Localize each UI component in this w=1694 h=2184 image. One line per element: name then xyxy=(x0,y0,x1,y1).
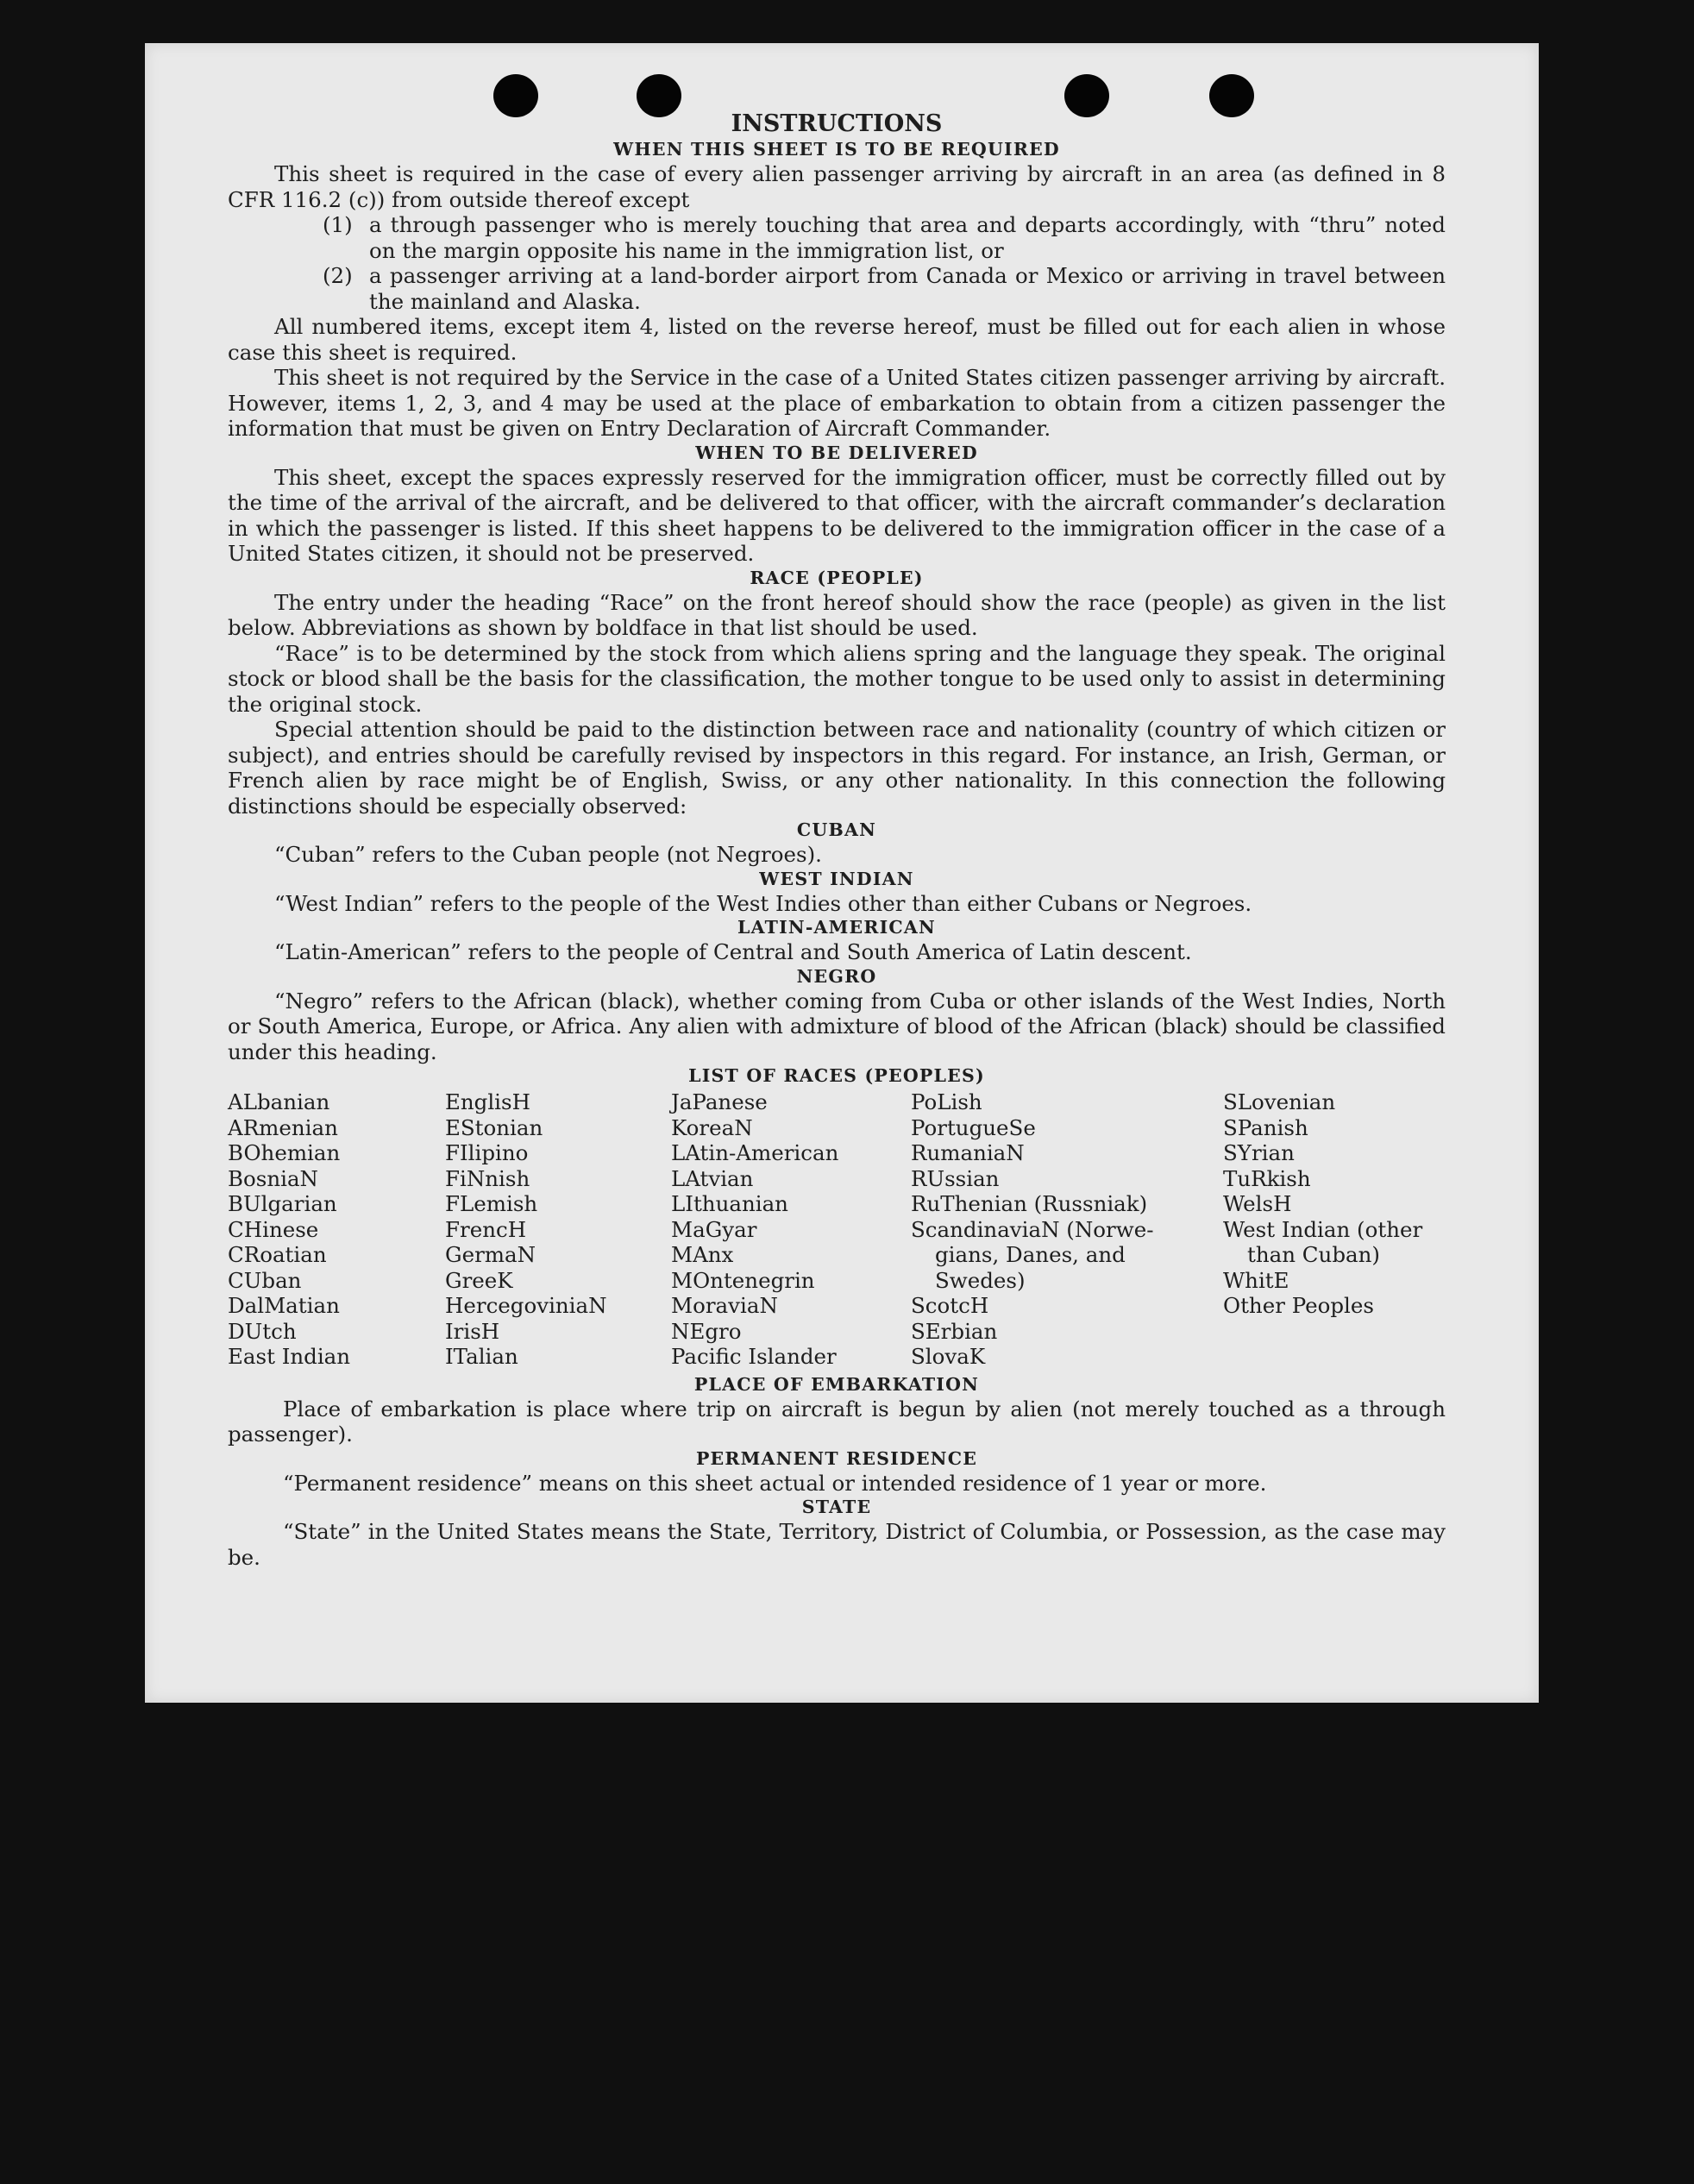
heading-permanent-residence: PERMANENT RESIDENCE xyxy=(695,1447,978,1469)
race-entry: FrencH xyxy=(445,1216,527,1242)
races-column xyxy=(911,1089,1223,1370)
race-entry: EnglisH xyxy=(445,1089,530,1114)
exception-text: a through passenger who is merely touching that area and departs accordingly, with “thru” noted on the margin opposite his name in the immigration list, or xyxy=(369,212,1446,263)
race-entry: JaPanese xyxy=(671,1089,768,1114)
race-entry: RumaniaN xyxy=(911,1140,1025,1165)
race-entry: than Cuban) xyxy=(1247,1242,1380,1267)
page-title: INSTRUCTIONS xyxy=(731,110,943,137)
race-entry: ScandinaviaN (Norwe- xyxy=(911,1216,1154,1242)
race-entry: MoraviaN xyxy=(671,1293,778,1318)
race-entry: SLovenian xyxy=(1223,1089,1336,1114)
race-entry: ScotcH xyxy=(911,1293,989,1318)
required-para-3: This sheet is not required by the Service in the case of a United States citizen passenger arriving by aircraft. However, items 1, 2, 3, and 4 may be used at the place of embarkation to obtain from a citizen passenger the information that must be given on Entry Declaration of Aircraft Commander. xyxy=(228,365,1446,441)
cuban-text: “Cuban” refers to the Cuban people (not Negroes). xyxy=(274,842,822,867)
race-para-3: Special attention should be paid to the distinction between race and nationality (country of which citizen or subject), and entries should be carefully revised by inspectors in this regard. For instance, an Irish, German, or French alien by race might be of English, Swiss, or any other nationality. In this connection the following distinctions should be especially observed: xyxy=(228,717,1446,819)
heading-negro: NEGRO xyxy=(796,965,877,987)
races-column xyxy=(445,1089,671,1370)
race-entry: BOhemian xyxy=(228,1140,341,1165)
race-entry: WhitE xyxy=(1223,1267,1289,1293)
race-entry: KoreaN xyxy=(671,1114,753,1140)
race-entry: LAtvian xyxy=(671,1165,754,1191)
heading-west-indian: WEST INDIAN xyxy=(759,868,914,889)
document-sheet xyxy=(145,43,1539,1703)
heading-cuban: CUBAN xyxy=(796,819,877,840)
state-text: “State” in the United States means the State, Territory, District of Columbia, or Possession, as the case may be. xyxy=(228,1519,1446,1570)
delivered-text: This sheet, except the spaces expressly reserved for the immigration officer, must be correctly filled out by the time of the arrival of the aircraft, and be delivered to that officer, with the aircraft commander’s declaration in which the passenger is listed. If this sheet happens to be delivered to the immigration officer in the case of a United States citizen, it should not be preserved. xyxy=(228,464,1446,566)
heading-place-of-embarkation: PLACE OF EMBARKATION xyxy=(693,1373,980,1395)
west-indian-text: “West Indian” refers to the people of the West Indies other than either Cubans or Negroes. xyxy=(274,890,1252,916)
races-list xyxy=(228,1089,1446,1370)
race-entry: CRoatian xyxy=(228,1242,327,1267)
heading-state: STATE xyxy=(801,1497,872,1517)
race-entry: DalMatian xyxy=(228,1293,340,1318)
race-entry: SErbian xyxy=(911,1318,998,1344)
exception-item xyxy=(323,212,1446,263)
race-entry: ITalian xyxy=(445,1344,518,1369)
race-entry: RuThenian (Russniak) xyxy=(911,1191,1148,1216)
exception-text: a passenger arriving at a land-border airport from Canada or Mexico or arriving in travel between the mainland and Alaska. xyxy=(369,263,1446,314)
race-entry: EStonian xyxy=(445,1114,543,1140)
required-para-2: All numbered items, except item 4, listed on the reverse hereof, must be filled out for each alien in whose case this sheet is required. xyxy=(228,314,1446,365)
race-entry: MOntenegrin xyxy=(671,1267,815,1293)
race-entry: ALbanian xyxy=(228,1089,330,1114)
race-entry: SlovaK xyxy=(911,1344,986,1369)
races-column xyxy=(228,1089,445,1370)
heading-race: RACE (PEOPLE) xyxy=(750,567,924,588)
race-entry: HercegoviniaN xyxy=(445,1293,607,1318)
race-entry: WelsH xyxy=(1223,1191,1292,1216)
race-para-2: “Race” is to be determined by the stock from which aliens spring and the language they speak. The original stock or blood shall be the basis for the classification, the mother tongue to be used only to assist in determining the original stock. xyxy=(228,640,1446,717)
race-entry: IrisH xyxy=(445,1318,500,1344)
race-entry: BUlgarian xyxy=(228,1191,337,1216)
race-entry: BosniaN xyxy=(228,1165,318,1191)
race-entry: GreeK xyxy=(445,1267,513,1293)
latin-american-text: “Latin-American” refers to the people of Central and South America of Latin descent. xyxy=(274,939,1192,964)
race-entry: DUtch xyxy=(228,1318,297,1344)
race-entry: LAtin-American xyxy=(671,1140,839,1165)
race-entry: PortugueSe xyxy=(911,1114,1036,1140)
race-entry: SYrian xyxy=(1223,1140,1295,1165)
exception-item xyxy=(323,263,1446,314)
heading-when-required: WHEN THIS SHEET IS TO BE REQUIRED xyxy=(613,139,1060,160)
heading-when-delivered: WHEN TO BE DELIVERED xyxy=(695,442,978,463)
race-entry: Swedes) xyxy=(935,1267,1026,1293)
heading-latin-american: LATIN-AMERICAN xyxy=(737,917,936,938)
race-entry: CHinese xyxy=(228,1216,319,1242)
race-entry: Pacific Islander xyxy=(671,1344,837,1369)
negro-text: “Negro” refers to the African (black), whether coming from Cuba or other islands of the West Indies, North or South America, Europe, or Africa. Any alien with admixture of blood of the African (black) should be classified under this heading. xyxy=(228,988,1446,1064)
residence-text: “Permanent residence” means on this sheet actual or intended residence of 1 year or more. xyxy=(283,1470,1267,1496)
race-entry: PoLish xyxy=(911,1089,982,1114)
race-entry: Other Peoples xyxy=(1223,1293,1374,1318)
races-column xyxy=(1223,1089,1446,1370)
race-entry: FIlipino xyxy=(445,1140,529,1165)
race-entry: NEgro xyxy=(671,1318,742,1344)
exception-number: (1) xyxy=(323,212,353,237)
race-entry: FLemish xyxy=(445,1191,538,1216)
race-entry: SPanish xyxy=(1223,1114,1308,1140)
race-entry: TuRkish xyxy=(1223,1165,1311,1191)
required-intro: This sheet is required in the case of every alien passenger arriving by aircraft in an area (as defined in 8 CFR 116.2 (c)) from outside thereof except xyxy=(228,161,1446,212)
race-entry: GermaN xyxy=(445,1242,536,1267)
race-entry: West Indian (other xyxy=(1223,1216,1423,1242)
race-entry: East Indian xyxy=(228,1344,351,1369)
race-entry: ARmenian xyxy=(228,1114,338,1140)
race-entry: CUban xyxy=(228,1267,302,1293)
instructions-content xyxy=(228,110,1446,1570)
race-entry: gians, Danes, and xyxy=(935,1242,1126,1267)
race-entry: RUssian xyxy=(911,1165,1000,1191)
embarkation-text: Place of embarkation is place where trip on aircraft is begun by alien (not merely touched as a through passenger). xyxy=(228,1396,1446,1447)
exception-number: (2) xyxy=(323,263,353,288)
race-entry: MAnx xyxy=(671,1242,734,1267)
races-column xyxy=(671,1089,911,1370)
race-para-1: The entry under the heading “Race” on the front hereof should show the race (people) as given in the list below. Abbreviations as shown by boldface in that list should be used. xyxy=(228,589,1446,640)
race-entry: LIthuanian xyxy=(671,1191,788,1216)
race-entry: MaGyar xyxy=(671,1216,757,1242)
heading-list-of-races: LIST OF RACES (PEOPLES) xyxy=(688,1065,985,1086)
race-entry: FiNnish xyxy=(445,1165,530,1191)
